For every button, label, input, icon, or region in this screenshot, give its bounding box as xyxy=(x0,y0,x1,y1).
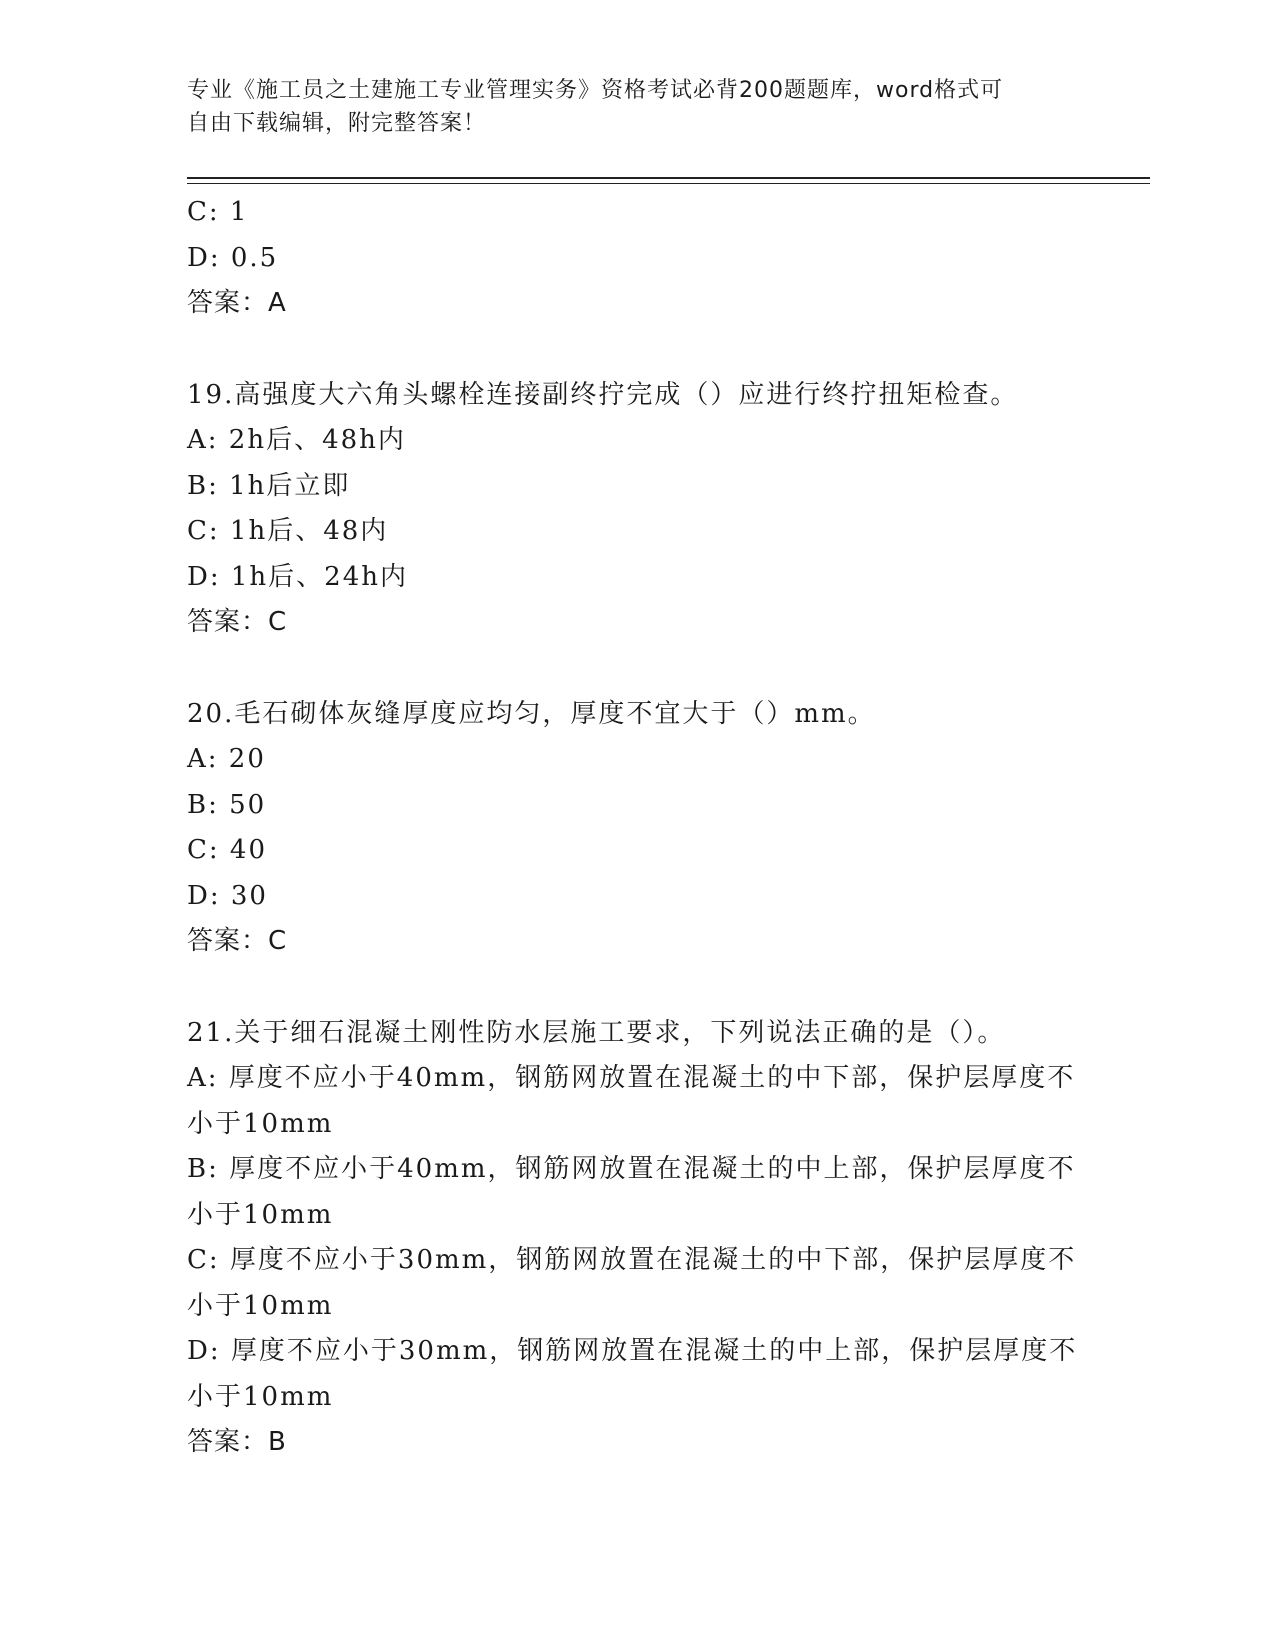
question-title: 21.关于细石混凝土刚性防水层施工要求，下列说法正确的是（）。 xyxy=(187,1017,1006,1048)
document-header xyxy=(187,74,1087,140)
option-a: A: 20 xyxy=(187,744,266,774)
question-title: 20.毛石砌体灰缝厚度应均匀，厚度不宜大于（）mm。 xyxy=(187,698,876,729)
answer-line: 答案：C xyxy=(187,926,288,956)
option-c: C: 1h后、48内 xyxy=(187,516,389,546)
option-d: D: 厚度不应小于30mm，钢筋网放置在混凝土的中上部，保护层厚度不 xyxy=(187,1336,1078,1366)
option-c: C: 1 xyxy=(187,197,249,227)
option-c: C: 厚度不应小于30mm，钢筋网放置在混凝土的中下部，保护层厚度不 xyxy=(187,1245,1077,1275)
option-c-continued: 小于10mm xyxy=(187,1290,334,1321)
header-rule-thick xyxy=(187,177,1150,179)
option-a: A: 2h后、48h内 xyxy=(187,425,406,455)
option-b-continued: 小于10mm xyxy=(187,1199,334,1230)
option-d: D: 0.5 xyxy=(187,242,279,273)
option-d: D: 1h后、24h内 xyxy=(187,561,408,592)
option-b: B: 50 xyxy=(187,789,267,820)
answer-line: 答案：C xyxy=(187,607,288,637)
option-d-continued: 小于10mm xyxy=(187,1381,334,1412)
answer-line: 答案：B xyxy=(187,1427,287,1457)
option-a: A: 厚度不应小于40mm，钢筋网放置在混凝土的中下部，保护层厚度不 xyxy=(187,1063,1076,1093)
question-content xyxy=(187,190,1087,1466)
option-a-continued: 小于10mm xyxy=(187,1108,334,1139)
option-c: C: 40 xyxy=(187,835,268,865)
option-b: B: 1h后立即 xyxy=(187,470,351,501)
question-title: 19.高强度大六角头螺栓连接副终拧完成（）应进行终拧扭矩检查。 xyxy=(187,379,1019,410)
option-b: B: 厚度不应小于40mm，钢筋网放置在混凝土的中上部，保护层厚度不 xyxy=(187,1154,1076,1184)
answer-line: 答案：A xyxy=(187,288,287,318)
option-d: D: 30 xyxy=(187,880,268,911)
header-rule-thin xyxy=(187,183,1150,184)
header-line-1: 专业《施工员之土建施工专业管理实务》资格考试必背200题题库，word格式可 xyxy=(187,78,1004,103)
header-line-2: 自由下载编辑，附完整答案！ xyxy=(187,111,487,136)
